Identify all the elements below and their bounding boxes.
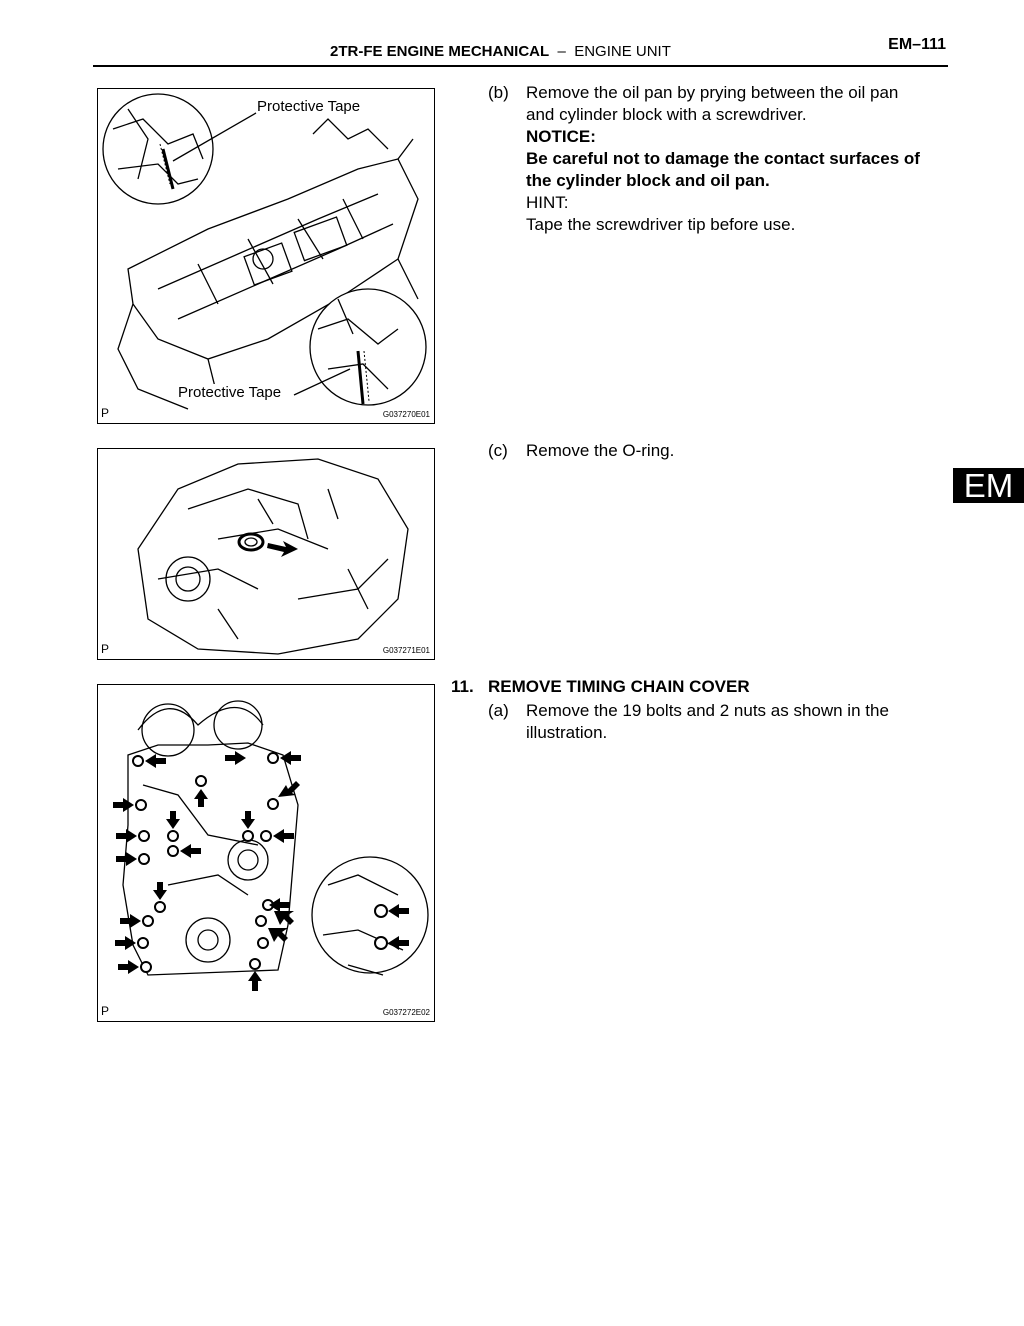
figure-code: G037272E02 [382,1008,430,1017]
notice-label: NOTICE: [526,127,596,146]
page-number: EM–111 [888,36,946,53]
running-header [330,43,671,60]
step-b-line2: and cylinder block with a screwdriver. [526,105,807,124]
step-b-line1: Remove the oil pan by prying between the oil pan [526,83,899,102]
figure-o-ring [97,448,435,660]
figure-oil-pan [97,88,435,424]
step-marker-c: (c) [488,441,508,460]
step-c-text [526,440,956,462]
figure-marker: P [101,1004,110,1018]
section-heading [451,677,750,697]
section-title: REMOVE TIMING CHAIN COVER [488,677,750,696]
header-subtitle: ENGINE UNIT [574,43,671,60]
figure-marker: P [101,642,110,656]
step-a-text [526,700,956,744]
oil-pan-illustration [98,89,434,423]
section-tab: EM [953,468,1024,503]
notice-line2: the cylinder block and oil pan. [526,171,770,190]
step-b-text [526,82,956,236]
step-c-line: Remove the O-ring. [526,441,675,460]
hint-label: HINT: [526,193,569,212]
figure-timing-chain-cover [97,684,435,1022]
header-divider [93,65,948,67]
hint-text: Tape the screwdriver tip before use. [526,215,796,234]
header-section-title: 2TR-FE ENGINE MECHANICAL [330,43,550,60]
step-a-line1: Remove the 19 bolts and 2 nuts as shown in the [526,701,889,720]
timing-chain-cover-illustration [98,685,434,1021]
figure-code: G037270E01 [382,410,430,419]
notice-line1: Be careful not to damage the contact surfaces of [526,149,920,168]
step-marker-a: (a) [488,701,509,720]
section-number: 11. [451,677,474,696]
step-a-line2: illustration. [526,723,608,742]
o-ring-illustration [98,449,434,659]
step-marker-b: (b) [488,83,509,102]
label-protective-tape-bottom: Protective Tape [178,384,282,401]
figure-code: G037271E01 [382,646,430,655]
label-protective-tape-top: Protective Tape [257,98,361,115]
figure-marker: P [101,406,110,420]
header-separator: – [557,43,566,60]
